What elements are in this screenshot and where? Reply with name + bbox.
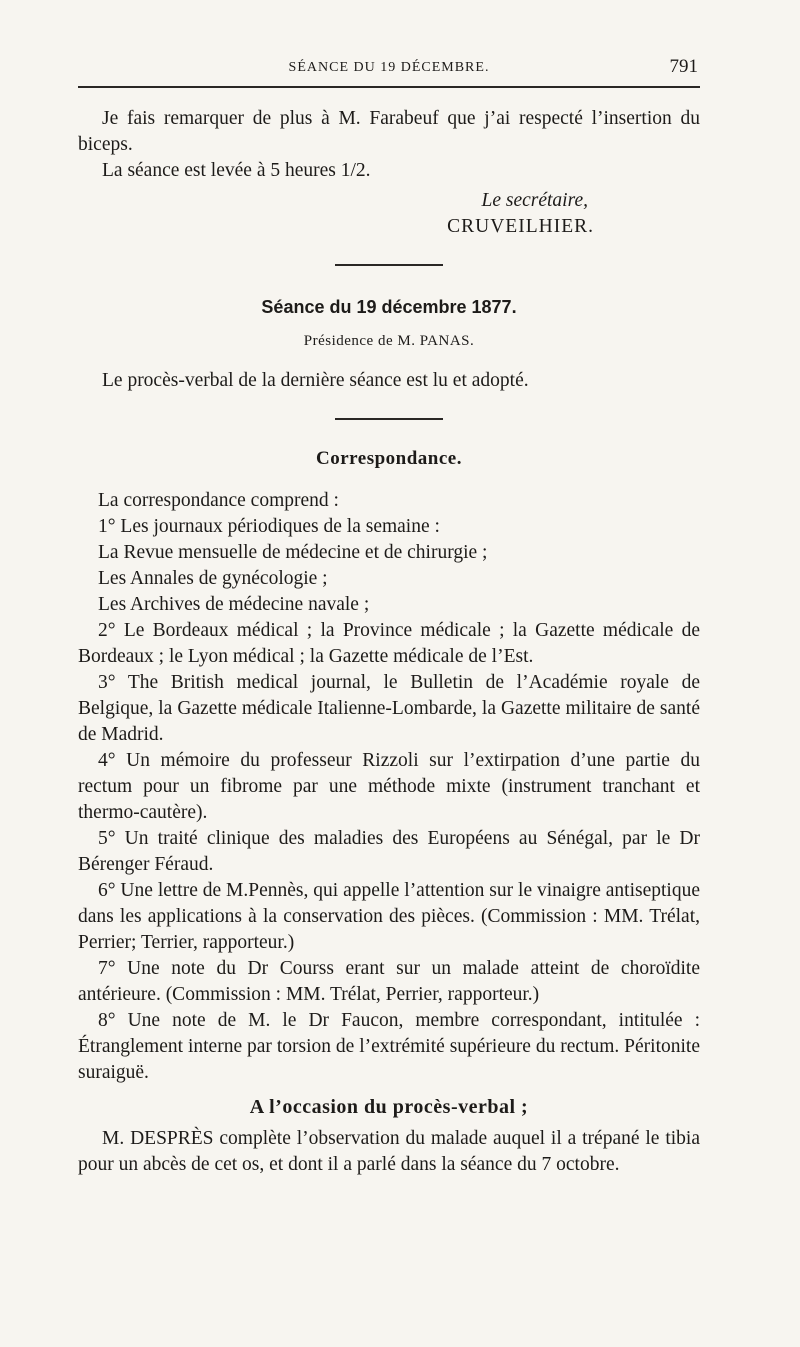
list-item: 2° Le Bordeaux médical ; la Province médicale ; la Gazette médicale de Bordeaux ; le Lyon médical ; la Gazette médicale de l’Est. (78, 620, 700, 667)
page-number: 791 (669, 56, 698, 77)
intro-paragraph: Je fais remarquer de plus à M. Farabeuf que j’ai respecté l’insertion du biceps. (78, 108, 700, 155)
session-title: Séance du 19 décembre 1877. (261, 297, 517, 317)
running-title: SÉANCE DU 19 DÉCEMBRE. (288, 60, 490, 75)
section-divider (335, 264, 443, 266)
signature-name: CRUVEILHIER. (447, 216, 594, 237)
list-item: 6° Une lettre de M.Pennès, qui appelle l’attention sur le vinaigre antiseptique dans les applications à la conservation des pièces. (Commission : MM. Trélat, Perrier; Terrier, rapporteur.) (78, 880, 700, 953)
occasion-title: A l’occasion du procès-verbal ; (249, 1096, 529, 1118)
list-item: Les Archives de médecine navale ; (98, 594, 370, 615)
list-item: 3° The British medical journal, le Bulletin de l’Académie royale de Belgique, la Gazette médicale Italienne-Lombarde, la Gazette militaire de santé de Madrid. (78, 672, 700, 745)
signature-role: Le secrétaire, (481, 190, 588, 211)
section-divider-2 (335, 418, 443, 420)
list-item: 7° Une note du Dr Courss erant sur un malade atteint de choroïdite antérieure. (Commission : MM. Trélat, Perrier, rapporteur.) (78, 958, 700, 1005)
occasion-paragraph: M. DESPRÈS complète l’observation du malade auquel il a trépané le tibia pour un abcès de cet os, et dont il a parlé dans la séance du 7 octobre. (78, 1128, 700, 1175)
correspondance-intro: La correspondance comprend : (98, 490, 339, 511)
document-page (78, 52, 700, 1322)
list-item: La Revue mensuelle de médecine et de chirurgie ; (98, 542, 488, 563)
list-item: 1° Les journaux périodiques de la semaine : (98, 516, 440, 537)
presidence-line: Présidence de M. PANAS. (303, 333, 475, 349)
correspondance-title: Correspondance. (316, 448, 462, 469)
minutes-paragraph: Le procès-verbal de la dernière séance est lu et adopté. (102, 370, 529, 391)
body-text (78, 106, 700, 1178)
correspondance-list (78, 488, 700, 1086)
closing-paragraph: La séance est levée à 5 heures 1/2. (102, 160, 371, 181)
list-item: Les Annales de gynécologie ; (98, 568, 328, 589)
list-item: 4° Un mémoire du professeur Rizzoli sur l’extirpation d’une partie du rectum pour un fibrome par une méthode mixte (instrument tranchant et thermo-cautère). (78, 750, 700, 823)
list-item: 8° Une note de M. le Dr Faucon, membre correspondant, intitulée : Étranglement interne par torsion de l’extrémité supérieure du rectum. Péritonite suraiguë. (78, 1010, 700, 1083)
running-header (78, 52, 700, 88)
list-item: 5° Un traité clinique des maladies des Européens au Sénégal, par le Dr Bérenger Féraud. (78, 828, 700, 875)
